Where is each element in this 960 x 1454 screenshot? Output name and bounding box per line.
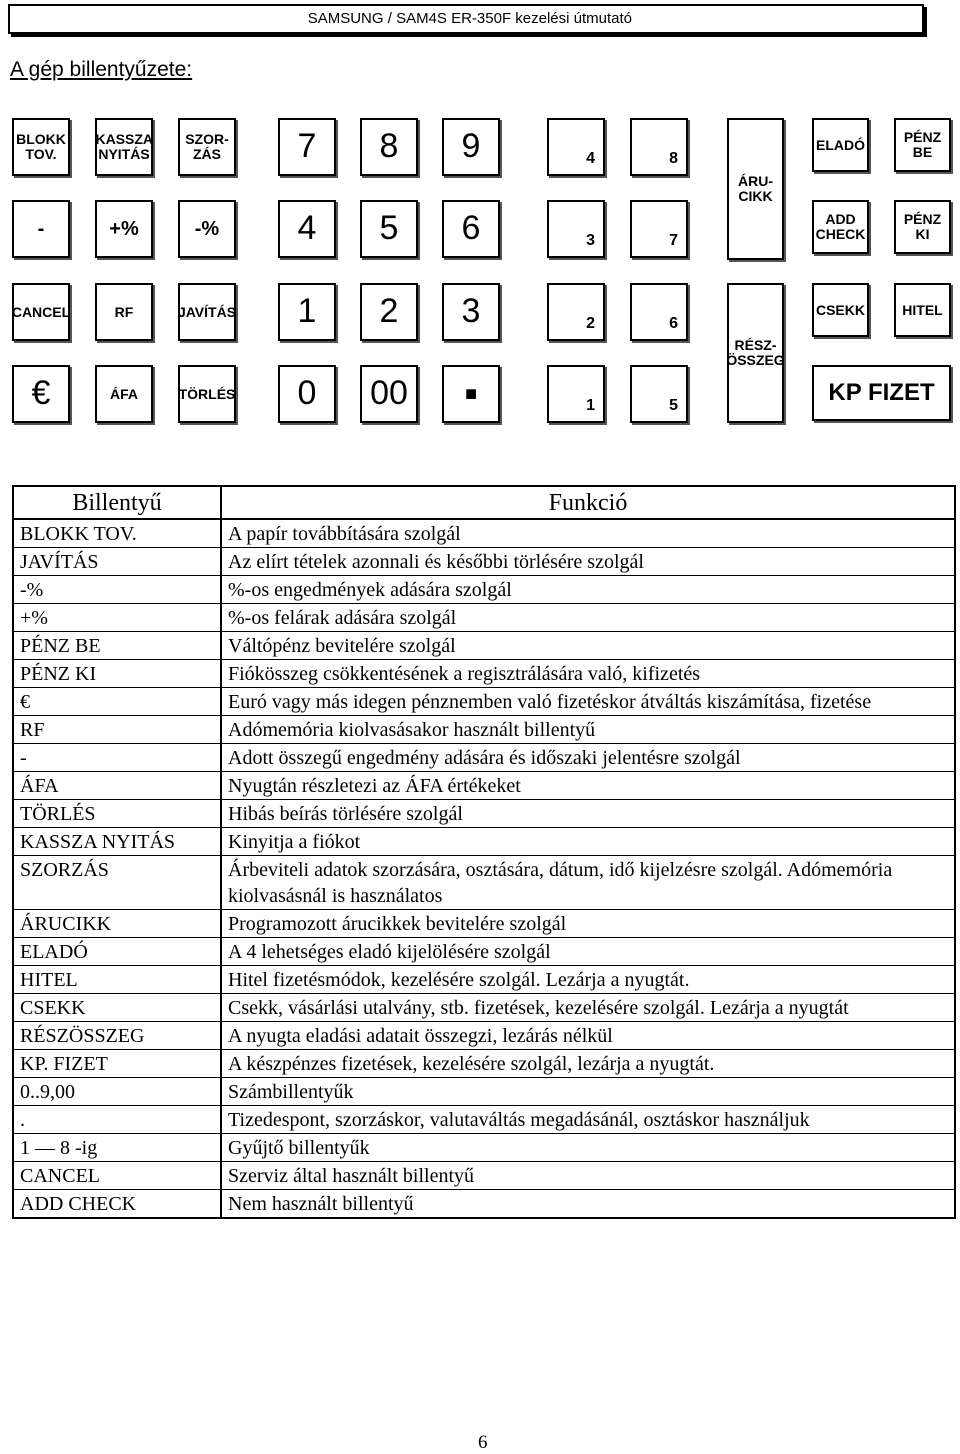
table-row: [13, 1050, 955, 1078]
key-group-3: 3: [547, 200, 605, 258]
table-row: [13, 800, 955, 828]
key-cell: TÖRLÉS: [13, 800, 221, 828]
key-8: 8: [360, 118, 418, 176]
key-euro: €: [12, 365, 70, 423]
key-cell: -%: [13, 576, 221, 604]
key-9: 9: [442, 118, 500, 176]
table-row: [13, 744, 955, 772]
key-6: 6: [442, 200, 500, 258]
key-rf: RF: [95, 283, 153, 341]
table-row: [13, 1106, 955, 1134]
table-row: [13, 604, 955, 632]
function-cell: Számbillentyűk: [221, 1078, 955, 1106]
page-number: 6: [478, 1432, 488, 1453]
function-cell: Váltópénz bevitelére szolgál: [221, 632, 955, 660]
key-group-4: 4: [547, 118, 605, 176]
key-group-2: 2: [547, 283, 605, 341]
table-row: [13, 716, 955, 744]
column-header-function: Funkció: [221, 486, 955, 519]
table-row: [13, 632, 955, 660]
key-reszosszeg: RÉSZ-ÖSSZEG: [727, 283, 784, 423]
function-cell: Fiókösszeg csökkentésének a regisztrálására való, kifizetés: [221, 660, 955, 688]
table-row: [13, 576, 955, 604]
function-cell: A papír továbbítására szolgál: [221, 519, 955, 548]
function-cell: Tizedespont, szorzáskor, valutaváltás megadásánál, osztáskor használjuk: [221, 1106, 955, 1134]
key-plus-percent: +%: [95, 200, 153, 258]
function-cell: Szerviz által használt billentyű: [221, 1162, 955, 1190]
key-group-6: 6: [630, 283, 688, 341]
key-penz-be: PÉNZ BE: [894, 118, 951, 172]
key-1: 1: [278, 283, 336, 341]
key-cell: RF: [13, 716, 221, 744]
key-group-8: 8: [630, 118, 688, 176]
table-row: [13, 1134, 955, 1162]
function-cell: Euró vagy más idegen pénznemben való fizetéskor átváltás kiszámítása, fizetése: [221, 688, 955, 716]
function-cell: A 4 lehetséges eladó kijelölésére szolgál: [221, 938, 955, 966]
key-kassza-nyitas: KASSZA NYITÁS: [95, 118, 153, 176]
key-cell: 0..9,00: [13, 1078, 221, 1106]
key-elado: ELADÓ: [812, 118, 869, 172]
key-cell: -: [13, 744, 221, 772]
key-cell: JAVÍTÁS: [13, 548, 221, 576]
key-cell: KP. FIZET: [13, 1050, 221, 1078]
table-row: [13, 1078, 955, 1106]
key-cell: €: [13, 688, 221, 716]
key-hitel: HITEL: [894, 283, 951, 337]
table-row: [13, 519, 955, 548]
table-row: [13, 548, 955, 576]
function-cell: Nyugtán részletezi az ÁFA értékeket: [221, 772, 955, 800]
key-cell: HITEL: [13, 966, 221, 994]
key-cell: SZORZÁS: [13, 856, 221, 910]
table-row: [13, 1190, 955, 1219]
key-cell: CSEKK: [13, 994, 221, 1022]
function-cell: A nyugta eladási adatait összegzi, lezárás nélkül: [221, 1022, 955, 1050]
key-00: 00: [360, 365, 418, 423]
key-group-7: 7: [630, 200, 688, 258]
key-cell: RÉSZÖSSZEG: [13, 1022, 221, 1050]
table-row: [13, 772, 955, 800]
table-row: [13, 910, 955, 938]
key-2: 2: [360, 283, 418, 341]
key-cell: PÉNZ BE: [13, 632, 221, 660]
function-cell: Adómemória kiolvasásakor használt billentyű: [221, 716, 955, 744]
key-javitas: JAVÍTÁS: [178, 283, 236, 341]
key-group-1: 1: [547, 365, 605, 423]
key-cell: +%: [13, 604, 221, 632]
key-cancel: CANCEL: [12, 283, 70, 341]
table-row: [13, 1162, 955, 1190]
header-text: SAMSUNG / SAM4S ER-350F kezelési útmutató: [307, 10, 632, 27]
key-cell: ÁRUCIKK: [13, 910, 221, 938]
key-penz-ki: PÉNZ KI: [894, 200, 951, 254]
key-csekk: CSEKK: [812, 283, 869, 337]
key-cell: ELADÓ: [13, 938, 221, 966]
key-cell: ADD CHECK: [13, 1190, 221, 1219]
table-row: [13, 966, 955, 994]
function-table: [12, 485, 956, 1219]
table-row: [13, 1022, 955, 1050]
page-title: A gép billentyűzete:: [10, 58, 193, 81]
function-cell: Az elírt tételek azonnali és későbbi törlésére szolgál: [221, 548, 955, 576]
key-cell: 1 — 8 -ig: [13, 1134, 221, 1162]
key-add-check: ADD CHECK: [812, 200, 869, 254]
key-minus: -: [12, 200, 70, 258]
key-4: 4: [278, 200, 336, 258]
table-row: [13, 994, 955, 1022]
function-cell: Árbeviteli adatok szorzására, osztására, dátum, idő kijelzésre szolgál. Adómemória kiolvasásnál is használatos: [221, 856, 955, 910]
function-cell: Kinyitja a fiókot: [221, 828, 955, 856]
table-row: [13, 688, 955, 716]
key-torles: TÖRLÉS: [178, 365, 236, 423]
table-row: [13, 938, 955, 966]
function-cell: A készpénzes fizetések, kezelésére szolgál, lezárja a nyugtát.: [221, 1050, 955, 1078]
function-cell: Programozott árucikkek bevitelére szolgál: [221, 910, 955, 938]
key-szorzas: SZOR-ZÁS: [178, 118, 236, 176]
key-3: 3: [442, 283, 500, 341]
table-header-row: [13, 486, 955, 519]
key-cell: .: [13, 1106, 221, 1134]
key-cell: BLOKK TOV.: [13, 519, 221, 548]
key-group-5: 5: [630, 365, 688, 423]
function-cell: %-os felárak adására szolgál: [221, 604, 955, 632]
key-cell: KASSZA NYITÁS: [13, 828, 221, 856]
key-afa: ÁFA: [95, 365, 153, 423]
key-decimal-point: ■: [442, 365, 500, 423]
function-cell: Hitel fizetésmódok, kezelésére szolgál. Lezárja a nyugtát.: [221, 966, 955, 994]
function-cell: Nem használt billentyű: [221, 1190, 955, 1219]
key-cell: ÁFA: [13, 772, 221, 800]
key-blokk-tov: BLOKK TOV.: [12, 118, 70, 176]
function-cell: Csekk, vásárlási utalvány, stb. fizetések, kezelésére szolgál. Lezárja a nyugtát: [221, 994, 955, 1022]
key-arucikk: ÁRU-CIKK: [727, 118, 784, 260]
table-row: [13, 856, 955, 910]
key-5: 5: [360, 200, 418, 258]
function-cell: Hibás beírás törlésére szolgál: [221, 800, 955, 828]
key-7: 7: [278, 118, 336, 176]
function-cell: %-os engedmények adására szolgál: [221, 576, 955, 604]
key-cell: CANCEL: [13, 1162, 221, 1190]
table-row: [13, 828, 955, 856]
document-header: [8, 4, 924, 34]
key-kp-fizet: KP FIZET: [812, 365, 951, 421]
table-row: [13, 660, 955, 688]
key-0: 0: [278, 365, 336, 423]
function-cell: Adott összegű engedmény adására és időszaki jelentésre szolgál: [221, 744, 955, 772]
column-header-key: Billentyű: [13, 486, 221, 519]
key-cell: PÉNZ KI: [13, 660, 221, 688]
key-minus-percent: -%: [178, 200, 236, 258]
function-cell: Gyűjtő billentyűk: [221, 1134, 955, 1162]
